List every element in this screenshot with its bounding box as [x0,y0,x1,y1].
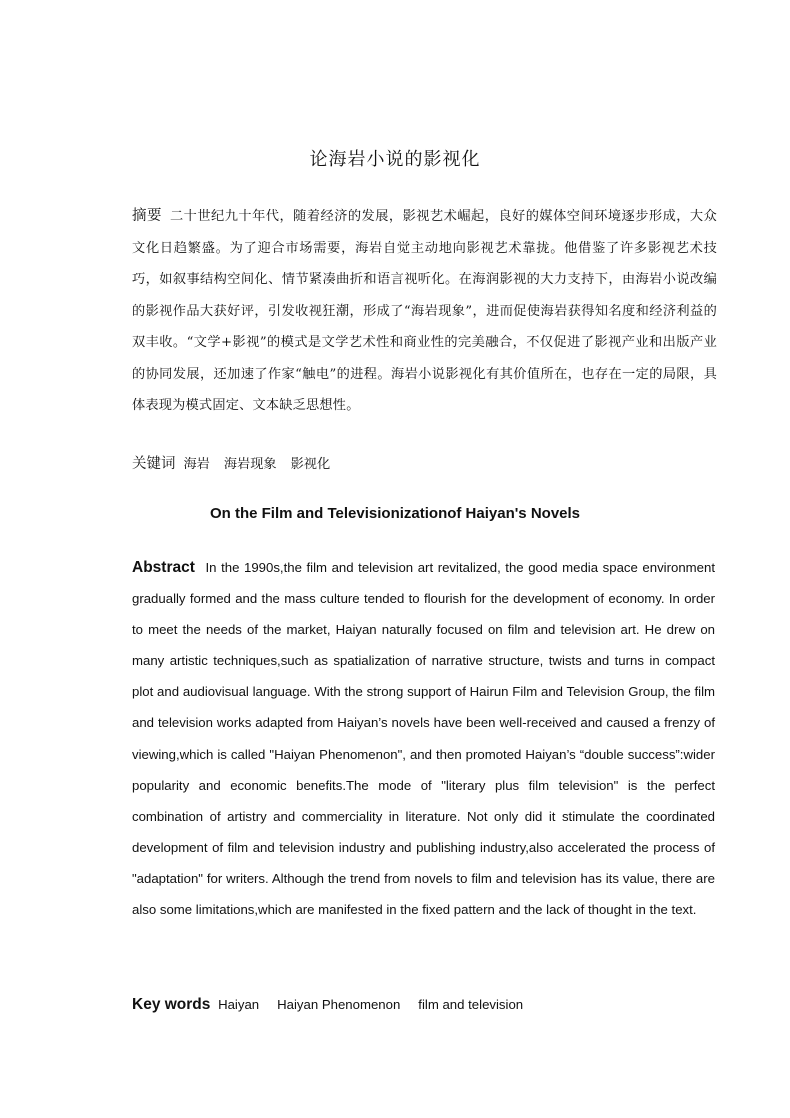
english-keyword: film and television [418,997,524,1012]
english-abstract-text: In the 1990s,the film and television art revitalized, the good media space environment gradually formed and the mass culture tended to flourish for the development of economy. In order to meet the needs of the market, Haiyan naturally focused on film and television art. He drew on many artistic techniques,such as spatialization of narrative structure, twists and turns in compact plot and audiovisual language. With the strong support of Hairun Film and Television Group, the film and television works adapted from Haiyan’s novels have been well-received and caused a frenzy of viewing,which is called "Haiyan Phenomenon", and then promoted Haiyan’s “double success”:wider popularity and economic benefits.The mode of "literary plus film television" is the perfect combination of artistry and commerciality in literature. Not only did it stimulate the coordinated development of film and television industry and publishing industry,also accelerated the process of "adaptation" for writers. Although the trend from novels to film and television has its value, there are also some limitations,which are manifested in the fixed pattern and the lack of thought in the text. [132,560,715,918]
chinese-keywords [132,452,717,477]
english-keyword: Haiyan Phenomenon [277,997,401,1012]
chinese-abstract [132,201,717,422]
english-title: On the Film and Televisionizationof Haiyan's Novels [209,505,581,522]
english-abstract [132,552,715,925]
english-keywords-label: Key words [132,996,211,1013]
chinese-keyword: 海岩现象 [223,457,277,472]
english-keywords [132,993,717,1017]
chinese-title: 论海岩小说的影视化 [309,149,481,170]
chinese-keywords-label: 关键词 [132,456,176,472]
chinese-abstract-text: 二十世纪九十年代，随着经济的发展，影视艺术崛起，良好的媒体空间环境逐步形成，大众文化日趋繁盛。为了迎合市场需要，海岩自觉主动地向影视艺术靠拢。他借鉴了许多影视艺术技巧，如叙事结构空间化、情节紧凑曲折和语言视听化。在海润影视的大力支持下，由海岩小说改编的影视作品大获好评，引发收视狂潮，形成了“海岩现象”，进而促使海岩获得知名度和经济利益的双丰收。“文学+影视”的模式是文学艺术性和商业性的完美融合，不仅促进了影视产业和出版产业的协同发展，还加速了作家“触电”的进程。海岩小说影视化有其价值所在，也存在一定的局限，具体表现为模式固定、文本缺乏思想性。 [132,209,717,413]
english-keyword: Haiyan [218,997,260,1012]
chinese-keyword: 海岩 [183,457,210,472]
english-abstract-label: Abstract [132,559,195,576]
chinese-abstract-label: 摘要 [132,208,162,224]
chinese-keyword: 影视化 [290,457,331,472]
